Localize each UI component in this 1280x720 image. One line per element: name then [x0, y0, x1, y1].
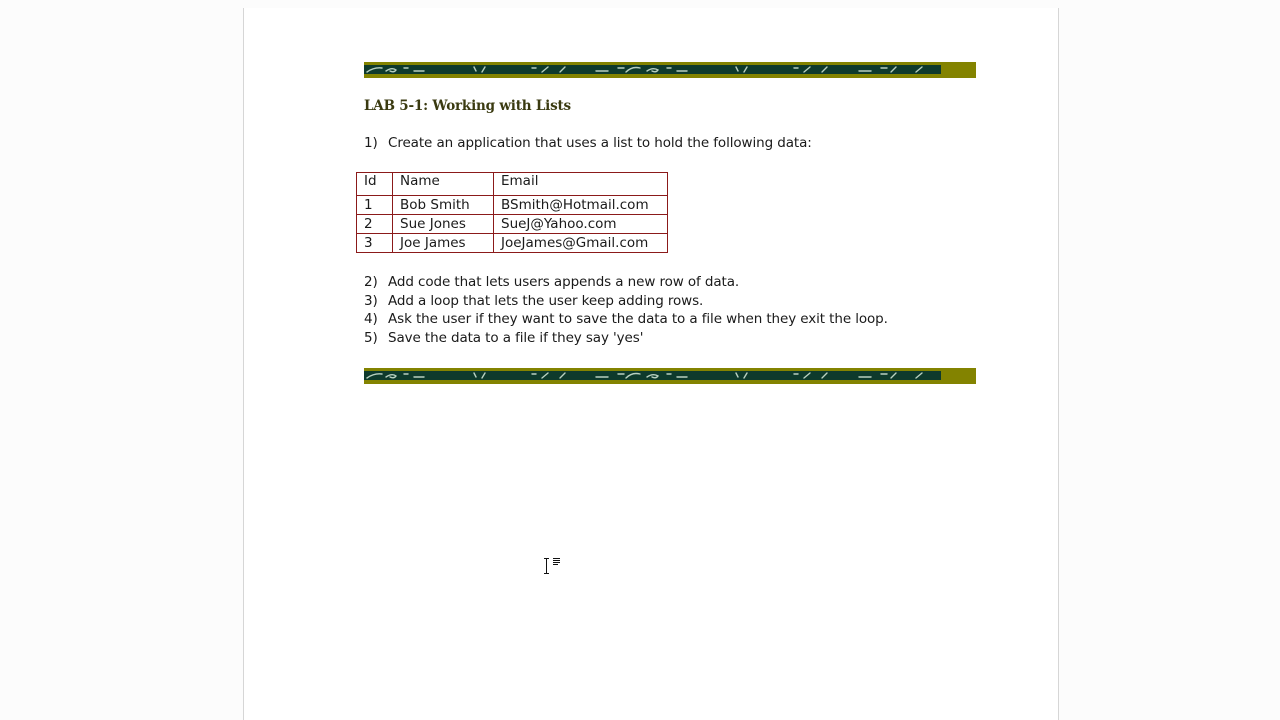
table-row [357, 234, 668, 253]
table-row [357, 215, 668, 234]
table-row [357, 196, 668, 215]
decorative-banner-bottom [364, 368, 976, 384]
step-number: 3) [364, 292, 378, 309]
step-1 [364, 135, 812, 151]
table-header-row [357, 173, 668, 196]
banner-band [364, 65, 941, 74]
cell-id: 2 [357, 215, 393, 234]
cell-name: Joe James [393, 234, 494, 253]
cell-email: SueJ@Yahoo.com [494, 215, 668, 234]
cell-email: BSmith@Hotmail.com [494, 196, 668, 215]
document-page[interactable] [243, 8, 1059, 720]
step-text: Add code that lets users appends a new row of data. [388, 274, 740, 290]
step-text: Add a loop that lets the user keep adding rows. [388, 292, 704, 309]
banner-pattern-icon [364, 65, 941, 74]
banner-pattern-icon [364, 371, 941, 380]
step-text: Ask the user if they want to save the data to a file when they exit the loop. [388, 311, 888, 328]
decorative-banner-top [364, 62, 976, 78]
step-number: 4) [364, 311, 378, 328]
lab-title: LAB 5-1: Working with Lists [364, 98, 571, 114]
step-3 [364, 292, 888, 311]
header-email: Email [494, 173, 668, 196]
step-number: 1) [364, 135, 378, 151]
cell-name: Bob Smith [393, 196, 494, 215]
step-number: 2) [364, 274, 378, 290]
steps-list [364, 273, 888, 348]
cell-id: 1 [357, 196, 393, 215]
header-name: Name [393, 173, 494, 196]
step-text: Save the data to a file if they say 'yes' [388, 330, 644, 347]
cell-email: JoeJames@Gmail.com [494, 234, 668, 253]
step-4 [364, 310, 888, 329]
step-5 [364, 329, 888, 348]
step-2 [364, 273, 888, 292]
data-table [356, 172, 668, 253]
banner-band [364, 371, 941, 380]
step-text: Create an application that uses a list to hold the following data: [388, 135, 812, 151]
step-number: 5) [364, 330, 378, 347]
cell-id: 3 [357, 234, 393, 253]
text-ibeam-cursor-icon [543, 557, 567, 575]
cell-name: Sue Jones [393, 215, 494, 234]
header-id: Id [357, 173, 393, 196]
